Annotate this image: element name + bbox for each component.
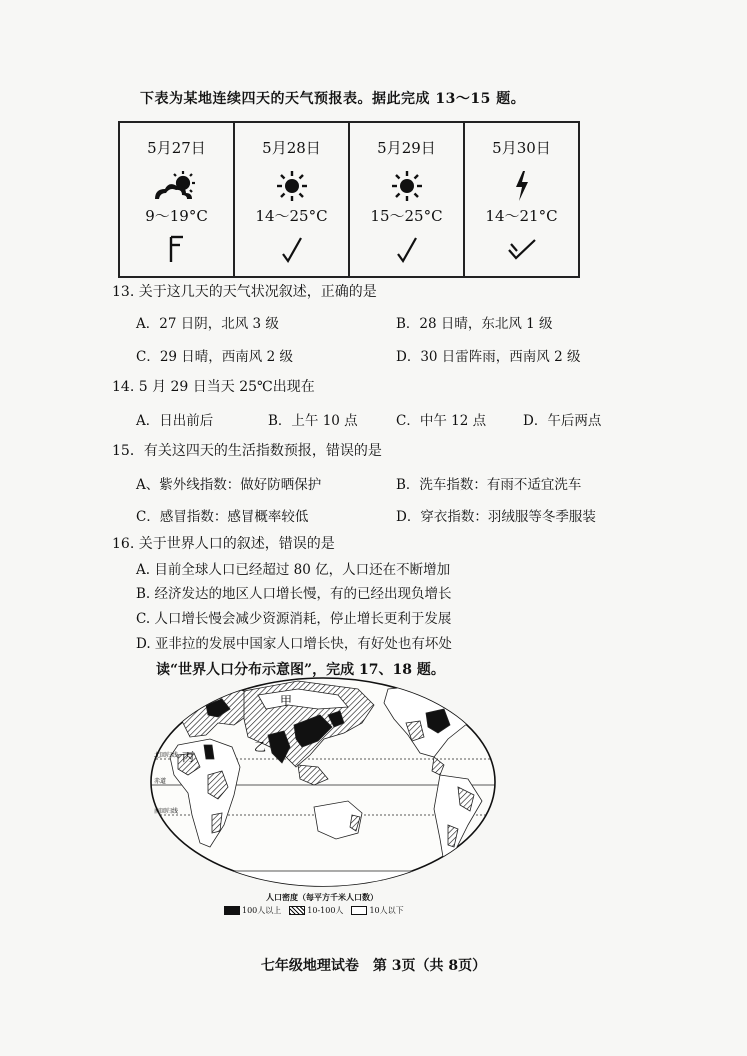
map-line-equator: 赤道 xyxy=(154,778,167,785)
map-label-yi: 乙 xyxy=(254,740,267,754)
legend-item-low xyxy=(351,905,403,916)
question-14-option-b: B．上午 10 点 xyxy=(268,413,358,429)
question-13-option-c: C．29 日晴，西南风 2 级 xyxy=(136,349,293,365)
map-label-jia: 甲 xyxy=(280,694,293,708)
question-14-option-d: D．午后两点 xyxy=(523,413,602,429)
question-16-option-c: C. 人口增长慢会减少资源消耗，停止增长更利于发展 xyxy=(136,611,452,627)
question-16-option-d: D. 亚非拉的发展中国家人口增长快，有好处也有坏处 xyxy=(136,636,452,652)
forecast-date: 5月27日 xyxy=(147,139,206,157)
weather-forecast-table xyxy=(118,121,580,278)
forecast-day-4 xyxy=(465,123,578,276)
sun-cloud-icon xyxy=(120,169,233,203)
sun-icon xyxy=(350,169,463,203)
wind-sw-2-icon xyxy=(235,233,348,265)
question-15-option-d: D．穿衣指数：羽绒服等冬季服装 xyxy=(396,509,596,525)
intro-text: 下表为某地连续四天的天气预报表。据此完成 13～15 题。 xyxy=(140,91,526,107)
question-15-option-a: A、紫外线指数：做好防晒保护 xyxy=(136,477,322,493)
wind-north-3-icon xyxy=(120,233,233,265)
map-legend xyxy=(222,892,422,916)
legend-item-mid xyxy=(289,905,343,916)
question-15-option-c: C．感冒指数：感冒概率较低 xyxy=(136,509,309,525)
question-16-option-b: B. 经济发达的地区人口增长慢，有的已经出现负增长 xyxy=(136,586,452,602)
forecast-temp: 15～25°C xyxy=(370,207,443,225)
legend-label: 100人以上 xyxy=(242,906,282,915)
question-13-option-d: D．30 日雷阵雨，西南风 2 级 xyxy=(396,349,581,365)
question-13-option-a: A．27 日阴，北风 3 级 xyxy=(136,316,279,332)
forecast-day-3 xyxy=(350,123,465,276)
forecast-date: 5月28日 xyxy=(262,139,321,157)
question-16-option-a: A. 目前全球人口已经超过 80 亿，人口还在不断增加 xyxy=(136,562,451,578)
question-13-stem: 13. 关于这几天的天气状况叙述，正确的是 xyxy=(112,284,377,300)
map-label-bing: 丙 xyxy=(182,750,195,764)
map-intro-text: 读“世界人口分布示意图”，完成 17、18 题。 xyxy=(156,662,445,678)
question-14-stem: 14. 5 月 29 日当天 25℃出现在 xyxy=(112,379,315,395)
wind-sw-2-icon xyxy=(350,233,463,265)
question-14-option-c: C．中午 12 点 xyxy=(396,413,487,429)
world-population-map xyxy=(148,675,498,890)
question-15-stem: 15．有关这四天的生活指数预报，错误的是 xyxy=(112,443,382,459)
page-footer: 七年级地理试卷 第 3页（共 8页） xyxy=(260,958,487,974)
sun-icon xyxy=(235,169,348,203)
map-line-tropic-south: 南回归线 xyxy=(154,808,179,815)
question-13-option-b: B．28 日晴，东北风 1 级 xyxy=(396,316,553,332)
thunder-icon xyxy=(465,169,578,203)
forecast-temp: 9～19°C xyxy=(145,207,208,225)
legend-label: 10-100人 xyxy=(307,906,344,915)
legend-title: 人口密度（每平方千米人口数） xyxy=(266,892,378,902)
wind-sw-3-icon xyxy=(465,233,578,265)
forecast-day-1 xyxy=(120,123,235,276)
legend-swatch-light xyxy=(351,906,367,915)
forecast-day-2 xyxy=(235,123,350,276)
legend-label: 10人以下 xyxy=(369,906,404,915)
forecast-date: 5月30日 xyxy=(492,139,551,157)
question-14-option-a: A．日出前后 xyxy=(136,413,214,429)
legend-item-high xyxy=(224,905,281,916)
map-line-tropic-north: 北回归线 xyxy=(154,752,179,759)
question-15-option-b: B．洗车指数：有雨不适宜洗车 xyxy=(396,477,582,493)
legend-swatch-hatched xyxy=(289,906,305,915)
forecast-temp: 14～21°C xyxy=(485,207,558,225)
question-16-stem: 16. 关于世界人口的叙述，错误的是 xyxy=(112,536,335,552)
forecast-temp: 14～25°C xyxy=(255,207,328,225)
legend-swatch-dark xyxy=(224,906,240,915)
forecast-date: 5月29日 xyxy=(377,139,436,157)
